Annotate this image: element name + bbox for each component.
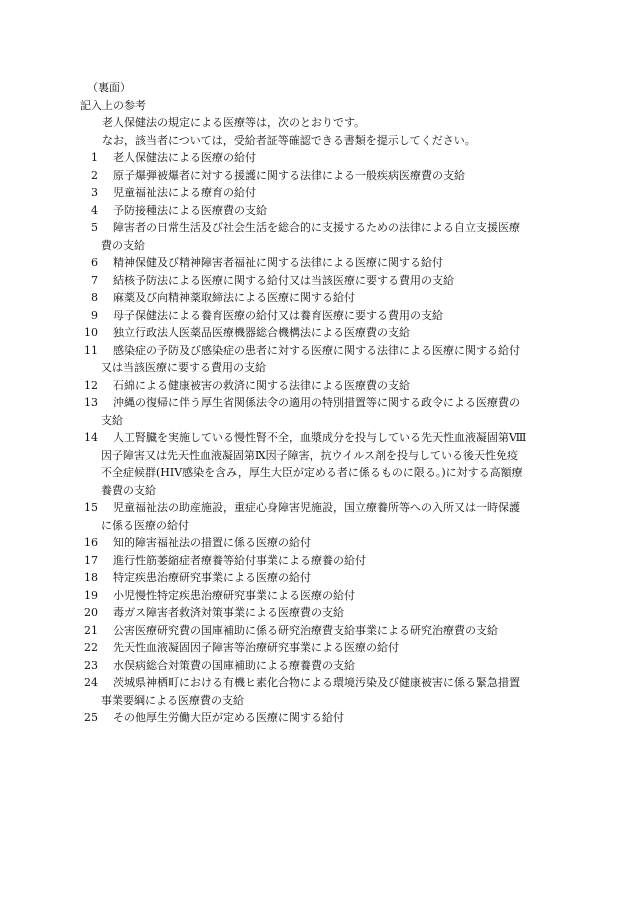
item-text: 人工腎臓を実施している慢性腎不全，血漿成分を投与している先天性血液凝固第Ⅷ bbox=[113, 431, 527, 444]
item-number: 7 bbox=[91, 273, 98, 287]
list-item bbox=[80, 674, 590, 709]
list-item bbox=[80, 219, 590, 254]
item-text-continued: 費の支給 bbox=[101, 238, 145, 252]
item-text: 公害医療研究費の国庫補助に係る研究治療費支給事業による研究治療費の支給 bbox=[113, 623, 498, 637]
item-number: 1 bbox=[91, 151, 98, 164]
item-number: 5 bbox=[91, 221, 98, 234]
list-item bbox=[80, 552, 590, 570]
item-number: 19 bbox=[84, 588, 98, 602]
list-item bbox=[80, 587, 590, 605]
item-number: 8 bbox=[91, 291, 98, 304]
item-text-continued: 支給 bbox=[101, 413, 123, 427]
item-text: 障害者の日常生活及び社会生活を総合的に支援するための法律による自立支援医療 bbox=[113, 221, 520, 234]
item-number: 3 bbox=[91, 186, 98, 199]
item-number: 9 bbox=[91, 308, 98, 322]
item-text: 特定疾患治療研究事業による医療の給付 bbox=[113, 571, 311, 584]
item-number: 12 bbox=[84, 378, 98, 392]
list-item bbox=[80, 342, 590, 377]
list-item bbox=[80, 184, 590, 202]
list-item bbox=[80, 272, 590, 290]
item-number: 25 bbox=[84, 711, 98, 724]
item-text: 児童福祉法の助産施設，重症心身障害児施設，国立療養所等への入所又は一時保護 bbox=[113, 501, 520, 514]
item-text: 進行性筋萎縮症者療養等給付事業による療養の給付 bbox=[113, 553, 366, 567]
item-text: 先天性血液凝固因子障害等治療研究事業による医療の給付 bbox=[113, 641, 399, 654]
item-text: その他厚生労働大臣が定める医療に関する給付 bbox=[113, 711, 344, 724]
item-text: 老人保健法による医療の給付 bbox=[113, 151, 256, 164]
item-number: 14 bbox=[84, 431, 98, 444]
list-item bbox=[80, 709, 590, 727]
list-item bbox=[80, 604, 590, 622]
item-number: 6 bbox=[91, 256, 98, 269]
list-item bbox=[80, 289, 590, 307]
list-item bbox=[80, 254, 590, 272]
item-text: 小児慢性特定疾患治療研究事業による医療の給付 bbox=[113, 588, 355, 602]
item-text: 母子保健法による養育医療の給付又は養育医療に要する費用の支給 bbox=[113, 308, 443, 322]
item-number: 4 bbox=[91, 203, 98, 217]
list-item bbox=[80, 149, 590, 167]
item-text-continued: に係る医療の給付 bbox=[101, 518, 189, 532]
item-number: 11 bbox=[84, 343, 98, 357]
item-number: 18 bbox=[84, 571, 98, 584]
list-item bbox=[80, 202, 590, 220]
list-item bbox=[80, 167, 590, 185]
item-text: 結核予防法による医療に関する給付又は当該医療に要する費用の支給 bbox=[113, 273, 454, 287]
list-item bbox=[80, 657, 590, 675]
intro-line: なお，該当者については，受給者証等確認できる書類を提示してください。 bbox=[102, 133, 476, 147]
item-text-continued: 不全症候群(HIV感染を含み，厚生大臣が定める者に係るものに限る。)に対する高額療 bbox=[101, 466, 523, 479]
benefit-list bbox=[80, 149, 590, 727]
item-number: 24 bbox=[84, 676, 98, 689]
list-item bbox=[80, 429, 590, 499]
item-text: 感染症の予防及び感染症の患者に対する医療に関する法律による医療に関する給付 bbox=[113, 343, 520, 357]
list-item bbox=[80, 394, 590, 429]
item-number: 13 bbox=[84, 396, 98, 409]
item-text: 原子爆弾被爆者に対する援護に関する法律による一般疾病医療費の支給 bbox=[113, 168, 465, 182]
item-number: 2 bbox=[91, 168, 98, 182]
list-item bbox=[80, 307, 590, 325]
item-number: 23 bbox=[84, 658, 98, 672]
item-text-continued: 養費の支給 bbox=[101, 483, 156, 497]
item-text: 沖縄の復帰に伴う厚生省関係法令の適用の特別措置等に関する政令による医療費の bbox=[113, 396, 520, 409]
list-item bbox=[80, 324, 590, 342]
item-text: 石綿による健康被害の救済に関する法律による医療費の支給 bbox=[113, 378, 410, 392]
item-text: 独立行政法人医薬品医療機器総合機構法による医療費の支給 bbox=[113, 326, 410, 339]
list-item bbox=[80, 569, 590, 587]
item-text: 茨城県神栖町における有機ヒ素化合物による環境汚染及び健康被害に係る緊急措置 bbox=[113, 676, 520, 689]
item-text-continued: 又は当該医療に要する費用の支給 bbox=[101, 361, 266, 374]
item-number: 22 bbox=[84, 641, 98, 654]
list-item bbox=[80, 622, 590, 640]
item-text: 毒ガス障害者救済対策事業による医療費の支給 bbox=[113, 606, 344, 619]
item-text: 予防接種法による医療費の支給 bbox=[113, 203, 267, 217]
list-item bbox=[80, 639, 590, 657]
item-number: 15 bbox=[84, 501, 98, 514]
item-number: 16 bbox=[84, 536, 98, 549]
item-text: 知的障害福祉法の措置に係る医療の給付 bbox=[113, 536, 311, 549]
item-text-continued: 事業要綱による医療費の支給 bbox=[101, 693, 244, 707]
back-side-label: （裏面） bbox=[87, 81, 131, 94]
item-text: 水俣病総合対策費の国庫補助による療養費の支給 bbox=[113, 658, 355, 672]
list-item bbox=[80, 377, 590, 395]
list-item bbox=[80, 534, 590, 552]
intro-line: 老人保健法の規定による医療等は，次のとおりです。 bbox=[102, 116, 366, 129]
item-text: 麻薬及び向精神薬取締法による医療に関する給付 bbox=[113, 291, 355, 304]
item-text: 精神保健及び精神障害者福祉に関する法律による医療に関する給付 bbox=[113, 256, 443, 269]
item-number: 17 bbox=[84, 553, 98, 567]
list-item bbox=[80, 499, 590, 534]
item-text-continued: 因子障害又は先天性血液凝固第Ⅸ因子障害，抗ウイルス剤を投与している後天性免疫 bbox=[101, 448, 518, 462]
item-number: 20 bbox=[84, 606, 98, 619]
item-number: 10 bbox=[84, 326, 98, 339]
section-heading: 記入上の参考 bbox=[80, 98, 146, 112]
item-text: 児童福祉法による療育の給付 bbox=[113, 186, 256, 199]
item-number: 21 bbox=[84, 623, 98, 637]
